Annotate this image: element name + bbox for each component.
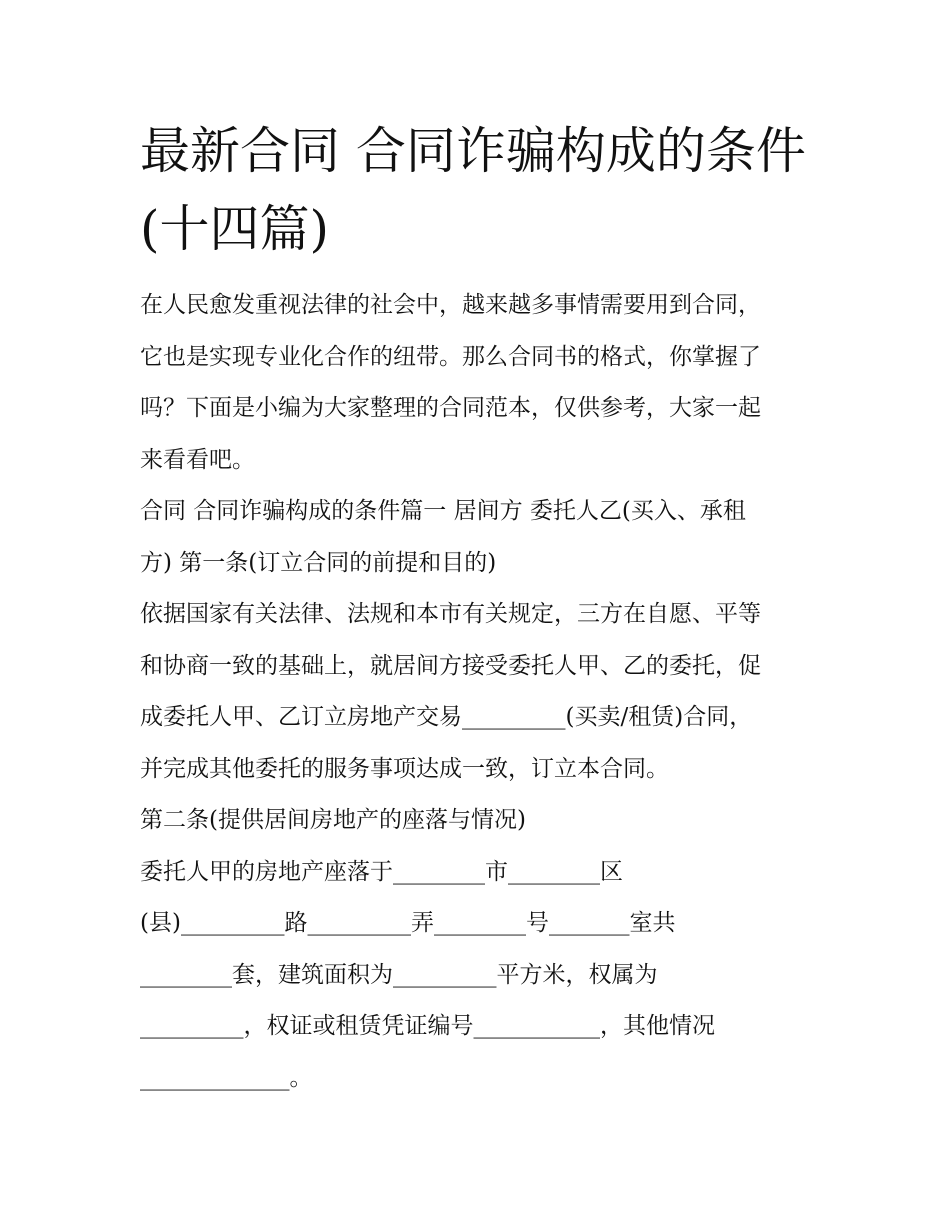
text-line: 依据国家有关法律、法规和本市有关规定，三方在自愿、平等	[140, 601, 761, 627]
article-one-paragraph	[140, 589, 820, 795]
text-line: 它也是实现专业化合作的纽带。那么合同书的格式，你掌握了	[140, 343, 761, 370]
text-line: 并完成其他委托的服务事项达成一致，订立本合同。	[140, 755, 669, 782]
text-line: 和协商一致的基础上，就居间方接受委托人甲、乙的委托，促	[140, 652, 761, 679]
text-line: ________套，建筑面积为_________平方米，权属为	[140, 961, 658, 988]
section-heading-paragraph	[140, 486, 820, 589]
text-line: 委托人甲的房地产座落于________市________区	[140, 858, 623, 885]
text-line: 第二条(提供居间房地产的座落与情况)	[140, 807, 526, 833]
title-line-1: 最新合同 合同诈骗构成的条件	[140, 122, 806, 180]
text-line: _________，权证或租赁凭证编号___________，其他情况	[140, 1013, 715, 1039]
intro-paragraph	[140, 280, 820, 486]
title-line-2: (十四篇)	[140, 200, 330, 258]
text-line: 方) 第一条(订立合同的前提和目的)	[140, 549, 497, 576]
text-line: 成委托人甲、乙订立房地产交易_________(买卖/租赁)合同，	[140, 704, 753, 730]
text-line: 在人民愈发重视法律的社会中，越来越多事情需要用到合同，	[140, 292, 761, 318]
text-line: 合同 合同诈骗构成的条件篇一 居间方 委托人乙(买入、承租	[140, 498, 746, 524]
text-line: 吗？下面是小编为大家整理的合同范本，仅供参考，大家一起	[140, 395, 761, 421]
article-two-heading	[140, 795, 820, 847]
text-line: _____________。	[140, 1064, 313, 1091]
text-line: (县)_________路_________弄________号_______室共	[140, 910, 676, 936]
document-page	[140, 112, 820, 1104]
document-title	[140, 112, 820, 268]
article-two-paragraph	[140, 847, 820, 1105]
text-line: 来看看吧。	[140, 446, 255, 473]
